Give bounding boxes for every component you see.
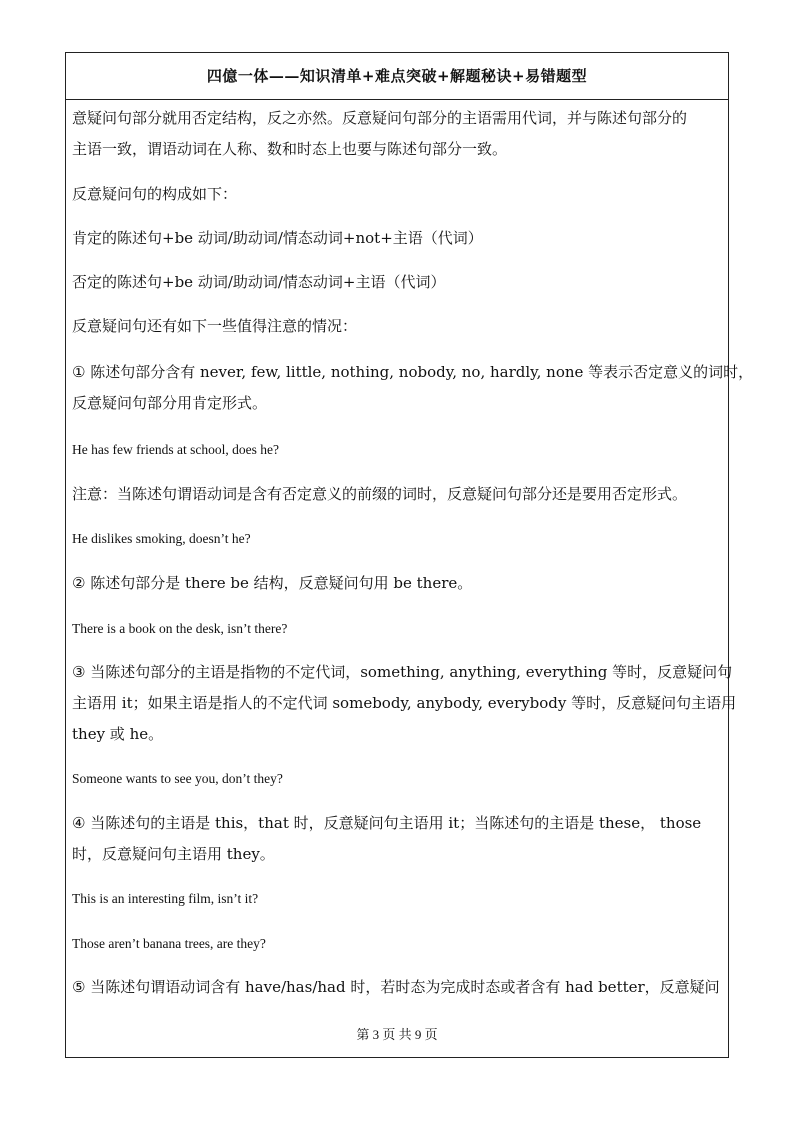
rule-1 <box>72 357 754 388</box>
rule-text: 当陈述句谓语动词含有 have/has/had 时，若时态为完成时态或者含有 had better，反意疑问 <box>90 978 720 996</box>
rule-line: 主语用 it；如果主语是指人的不定代词 somebody, anybody, everybody 等时，反意疑问句主语用 <box>72 694 737 712</box>
example-sentence: Those aren’t banana trees, are they? <box>72 936 266 951</box>
rule-3 <box>72 657 733 688</box>
rule-2 <box>72 568 720 599</box>
rule-text: 当陈述句的主语是 this，that 时，反意疑问句主语用 it；当陈述句的主语是 these， those <box>90 814 702 832</box>
rule-number: ③ <box>72 663 86 681</box>
rule-text: 陈述句部分是 there be 结构，反意疑问句用 be there。 <box>90 574 473 592</box>
rule-number: ① <box>72 363 86 381</box>
paragraph: 反意疑问句还有如下一些值得注意的情况： <box>72 317 358 335</box>
paragraph-line: 主语一致，谓语动词在人称、数和时态上也要与陈述句部分一致。 <box>72 140 508 158</box>
example-sentence: He dislikes smoking, doesn’t he? <box>72 531 251 546</box>
paragraph-line: 意疑问句部分就用否定结构，反之亦然。反意疑问句部分的主语需用代词，并与陈述句部分的 <box>72 109 688 127</box>
rule-5 <box>72 972 720 1003</box>
paragraph: 肯定的陈述句+be 动词/助动词/情态动词+not+主语（代词） <box>72 229 483 247</box>
rule-number: ④ <box>72 814 86 832</box>
page-frame <box>65 52 754 1058</box>
page-number: 第 3 页 共 9 页 <box>356 1027 438 1042</box>
rule-line: 时，反意疑问句主语用 they。 <box>72 845 275 863</box>
paragraph: 否定的陈述句+be 动词/助动词/情态动词+主语（代词） <box>72 273 446 291</box>
page-header: 四億一体——知识清单+难点突破+解题秘诀+易错题型 <box>66 53 728 100</box>
paragraph: 反意疑问句的构成如下： <box>72 185 238 203</box>
example-sentence: There is a book on the desk, isn’t there? <box>72 621 288 636</box>
rule-4 <box>72 808 720 839</box>
example-sentence: He has few friends at school, does he? <box>72 442 279 457</box>
example-sentence: Someone wants to see you, don’t they? <box>72 771 283 786</box>
note: 注意：当陈述句谓语动词是含有否定意义的前缀的词时，反意疑问句部分还是要用否定形式。 <box>72 485 688 503</box>
rule-text: 当陈述句部分的主语是指物的不定代词，something, anything, everything 等时，反意疑问句 <box>90 663 733 681</box>
rule-line: 反意疑问句部分用肯定形式。 <box>72 394 268 412</box>
rule-number: ⑤ <box>72 978 86 996</box>
rule-number: ② <box>72 574 86 592</box>
rule-text: 陈述句部分含有 never, few, little, nothing, nobody, no, hardly, none 等表示否定意义的词时， <box>90 363 754 381</box>
rule-line: they 或 he。 <box>72 725 164 743</box>
example-sentence: This is an interesting film, isn’t it? <box>72 891 259 906</box>
